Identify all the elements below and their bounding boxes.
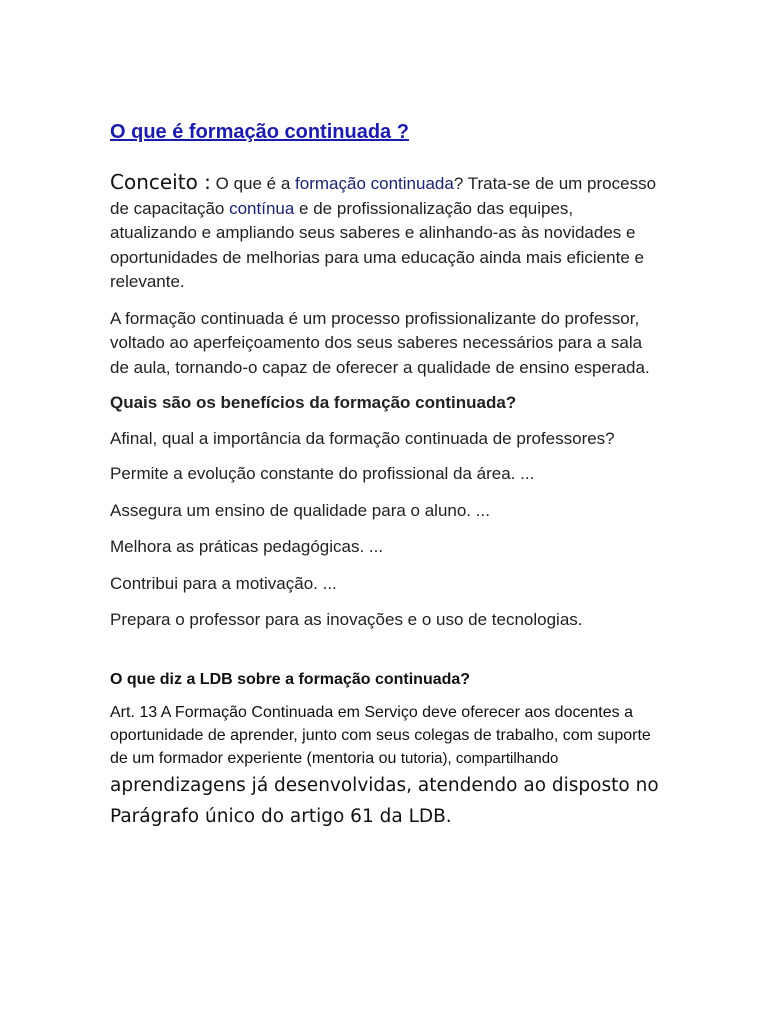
definition-paragraph: A formação continuada é um processo profissionalizante do professor, voltado ao aperfeiçoamento dos seus saberes necessários para a sala de aula, tornando-o capaz de oferecer a qualidade de ensino esperada. [110,308,650,377]
article-text-3: aprendizagens já desenvolvidas, atendendo ao disposto no Parágrafo único do artigo 61 da LDB. [110,774,659,827]
concept-paragraph [110,170,660,295]
benefit-item-5: Prepara o professor para as inovações e o uso de tecnologias. [110,610,583,629]
article-paragraph [110,701,660,832]
concept-text-1: O que é a [210,174,296,193]
concept-term: formação continuada [295,174,454,193]
concept-text-2: ? Trata-se de um processo de capacitação [110,174,657,218]
ldb-question: O que diz a LDB sobre a formação continuada? [110,670,471,688]
benefits-question: Quais são os benefícios da formação continuada? [110,393,517,412]
page-title: O que é formação continuada ? [110,121,409,143]
concept-label: Conceito : [110,170,211,194]
importance-question: Afinal, qual a importância da formação continuada de professores? [110,428,615,448]
benefit-item-4: Contribui para a motivação. ... [110,573,337,593]
article-text-2: tutoria), compartilhando [400,749,559,767]
article-text-1: Art. 13 A Formação Continuada em Serviço deve oferecer aos docentes a oportunidade de aprender, junto com seus colegas de trabalho, com suporte de um formador experiente (mentoria ou [110,703,651,767]
concept-continua: contínua [229,198,295,218]
benefit-item-2: Assegura um ensino de qualidade para o aluno. ... [110,500,490,520]
concept-text-3: e de profissionalização das equipes, atualizando e ampliando seus saberes e alinhando-as às novidades e oportunidades de melhorias para uma educação ainda mais eficiente e relevante. [110,198,644,291]
document-page [110,118,660,832]
benefit-item-1: Permite a evolução constante do profissional da área. ... [110,464,535,483]
benefit-item-3: Melhora as práticas pedagógicas. ... [110,537,384,556]
